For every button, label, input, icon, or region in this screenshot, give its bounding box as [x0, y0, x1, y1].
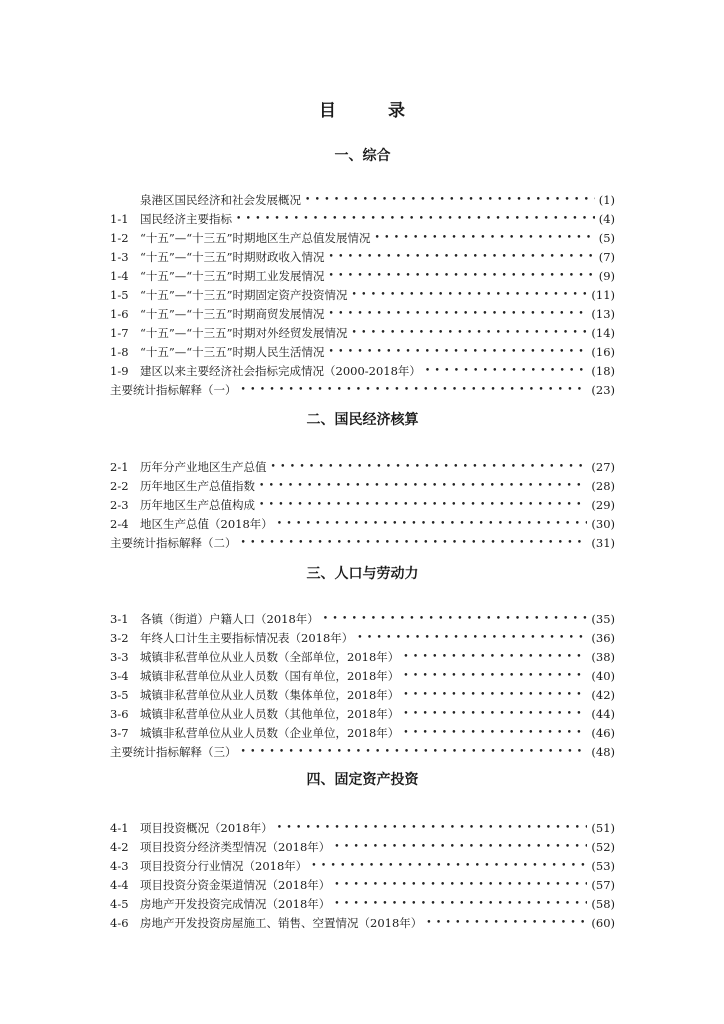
entry-title: 国民经济主要指标	[140, 211, 232, 226]
entry-page: (36)	[591, 630, 615, 645]
entry-number: 1-9	[110, 364, 129, 379]
entry-title: “十五”—“十三五”时期对外经贸发展情况	[140, 326, 348, 341]
entry-number: 4-1	[110, 820, 129, 835]
toc-entry[interactable]	[110, 609, 615, 628]
dot-leader	[403, 690, 587, 700]
toc-entry[interactable]	[110, 647, 615, 666]
dot-leader	[403, 652, 587, 662]
dot-leader	[403, 709, 587, 719]
entry-title: “十五”—“十三五”时期商贸发展情况	[140, 307, 325, 322]
entry-page: (53)	[591, 858, 615, 873]
entry-page: (18)	[591, 364, 615, 379]
title-char: 录	[388, 101, 405, 121]
dot-leader	[259, 481, 587, 491]
dot-leader	[334, 842, 587, 852]
entry-page: (9)	[598, 268, 615, 283]
dot-leader	[375, 233, 595, 243]
toc-entry[interactable]	[110, 724, 615, 743]
toc-entry[interactable]	[110, 495, 615, 514]
entry-page: (1)	[598, 192, 615, 207]
dot-leader	[277, 823, 588, 833]
entry-title: 城镇非私营单位从业人员数（集体单位，2018年）	[140, 687, 400, 702]
toc-entry[interactable]	[110, 190, 615, 209]
toc-entry[interactable]	[110, 875, 615, 894]
entry-title: 主要统计指标解释（三）	[110, 745, 237, 760]
entry-page: (29)	[591, 497, 615, 512]
toc-entry[interactable]	[110, 913, 615, 932]
entry-number: 4-6	[110, 916, 129, 931]
entry-title: 城镇非私营单位从业人员数（企业单位，2018年）	[140, 726, 400, 741]
entry-title: 主要统计指标解释（一）	[110, 383, 237, 398]
entry-number: 4-5	[110, 896, 129, 911]
entry-number: 3-1	[110, 611, 129, 626]
entry-title: “十五”—“十三五”时期固定资产投资情况	[140, 288, 348, 303]
entry-number: 1-8	[110, 345, 129, 360]
entry-title: 城镇非私营单位从业人员数（全部单位，2018年）	[140, 649, 400, 664]
toc-entry[interactable]	[110, 628, 615, 647]
section-population-labor	[110, 564, 615, 762]
entry-title: 历年地区生产总值指数	[140, 478, 255, 493]
entry-title: 项目投资分资金渠道情况（2018年）	[140, 877, 331, 892]
entry-page: (28)	[591, 478, 615, 493]
entry-page: (11)	[591, 288, 615, 303]
entry-title: 各镇（街道）户籍人口（2018年）	[140, 611, 319, 626]
entry-page: (42)	[591, 687, 615, 702]
toc-entry[interactable]	[110, 666, 615, 685]
entry-number: 2-3	[110, 497, 129, 512]
entry-page: (31)	[591, 535, 615, 550]
entry-page: (13)	[591, 307, 615, 322]
entry-number: 1-3	[110, 249, 129, 264]
entry-title: “十五”—“十三五”时期财政收入情况	[140, 249, 325, 264]
entry-title: 泉港区国民经济和社会发展概况	[140, 192, 301, 207]
dot-leader	[403, 671, 587, 681]
entry-number: 1-4	[110, 268, 129, 283]
section-fixed-asset-investment	[110, 770, 615, 933]
toc-entry[interactable]	[110, 685, 615, 704]
entry-page: (7)	[598, 249, 615, 264]
entry-page: (60)	[591, 916, 615, 931]
entry-title: 城镇非私营单位从业人员数（其他单位，2018年）	[140, 707, 400, 722]
entry-page: (40)	[591, 668, 615, 683]
dot-leader	[259, 500, 587, 510]
entry-title: 历年地区生产总值构成	[140, 497, 255, 512]
toc-entry[interactable]	[110, 457, 615, 476]
section-general	[110, 146, 615, 400]
entry-title: “十五”—“十三五”时期地区生产总值发展情况	[140, 230, 371, 245]
toc-entry[interactable]	[110, 305, 615, 324]
toc-entry[interactable]	[110, 362, 615, 381]
entry-page: (44)	[591, 707, 615, 722]
entry-page: (23)	[591, 383, 615, 398]
dot-leader	[403, 728, 587, 738]
dot-leader	[241, 747, 588, 757]
toc-entry[interactable]	[110, 343, 615, 362]
entry-number: 3-2	[110, 630, 129, 645]
toc-entry[interactable]	[110, 856, 615, 875]
entry-number: 1-5	[110, 288, 129, 303]
toc-entry[interactable]	[110, 381, 615, 400]
entry-title: 主要统计指标解释（二）	[110, 535, 237, 550]
entry-title: 建区以来主要经济社会指标完成情况（2000-2018年）	[140, 364, 421, 379]
toc-entry[interactable]	[110, 266, 615, 285]
section-heading: 一、综合	[334, 148, 391, 164]
dot-leader	[329, 309, 588, 319]
toc-entry[interactable]	[110, 533, 615, 552]
entry-title: 项目投资分经济类型情况（2018年）	[140, 839, 331, 854]
dot-leader	[241, 538, 588, 548]
entry-number: 4-4	[110, 877, 129, 892]
entry-title: 年终人口计生主要指标情况表（2018年）	[140, 630, 354, 645]
entry-page: (30)	[591, 516, 615, 531]
toc-entry[interactable]	[110, 743, 615, 762]
toc-entry[interactable]	[110, 228, 615, 247]
entry-title: 地区生产总值（2018年）	[140, 516, 273, 531]
entry-title: 项目投资概况（2018年）	[140, 820, 273, 835]
section-heading: 三、人口与劳动力	[306, 566, 419, 582]
entry-page: (52)	[591, 839, 615, 854]
entry-number: 3-3	[110, 649, 129, 664]
entry-page: (57)	[591, 877, 615, 892]
entry-number: 3-7	[110, 726, 129, 741]
dot-leader	[357, 633, 587, 643]
toc-entry[interactable]	[110, 324, 615, 343]
toc-entry[interactable]	[110, 837, 615, 856]
entry-number: 4-3	[110, 858, 129, 873]
entry-number: 2-2	[110, 478, 129, 493]
entry-page: (48)	[591, 745, 615, 760]
section-national-accounts	[110, 410, 615, 552]
entry-page: (27)	[591, 459, 615, 474]
entry-page: (38)	[591, 649, 615, 664]
entry-number: 1-1	[110, 211, 129, 226]
toc-entry[interactable]	[110, 247, 615, 266]
entry-number: 1-6	[110, 307, 129, 322]
toc-entry[interactable]	[110, 209, 615, 228]
toc-entry[interactable]	[110, 285, 615, 304]
title-char: 目	[319, 101, 336, 121]
dot-leader	[334, 899, 587, 909]
dot-leader	[241, 385, 588, 395]
toc-entry[interactable]	[110, 894, 615, 913]
toc-entry[interactable]	[110, 514, 615, 533]
entry-title: “十五”—“十三五”时期工业发展情况	[140, 268, 325, 283]
dot-leader	[425, 366, 587, 376]
dot-leader	[271, 462, 588, 472]
dot-leader	[305, 195, 595, 205]
entry-number: 3-6	[110, 707, 129, 722]
entry-title: 房地产开发投资完成情况（2018年）	[140, 896, 331, 911]
entry-page: (51)	[591, 820, 615, 835]
page-title	[0, 96, 724, 121]
dot-leader	[311, 861, 587, 871]
dot-leader	[352, 290, 588, 300]
entry-page: (14)	[591, 326, 615, 341]
dot-leader	[334, 880, 587, 890]
entry-title: “十五”—“十三五”时期人民生活情况	[140, 345, 325, 360]
entry-number: 4-2	[110, 839, 129, 854]
dot-leader	[236, 214, 595, 224]
dot-leader	[323, 614, 588, 624]
dot-leader	[277, 519, 588, 529]
entry-page: (16)	[591, 345, 615, 360]
dot-leader	[329, 347, 588, 357]
entry-page: (46)	[591, 726, 615, 741]
entry-page: (35)	[591, 611, 615, 626]
entry-page: (4)	[598, 211, 615, 226]
entry-title: 城镇非私营单位从业人员数（国有单位，2018年）	[140, 668, 400, 683]
entry-page: (58)	[591, 896, 615, 911]
entry-number: 2-1	[110, 459, 129, 474]
entry-number: 3-5	[110, 687, 129, 702]
entry-page: (5)	[598, 230, 615, 245]
dot-leader	[426, 918, 587, 928]
dot-leader	[352, 328, 588, 338]
section-heading: 四、固定资产投资	[306, 772, 419, 788]
entry-number: 1-2	[110, 230, 129, 245]
entry-number: 2-4	[110, 516, 129, 531]
entry-title: 房地产开发投资房屋施工、销售、空置情况（2018年）	[140, 916, 423, 931]
entry-title: 项目投资分行业情况（2018年）	[140, 858, 308, 873]
section-heading: 二、国民经济核算	[306, 412, 419, 428]
entry-number: 1-7	[110, 326, 129, 341]
entry-title: 历年分产业地区生产总值	[140, 459, 267, 474]
entry-number: 3-4	[110, 668, 129, 683]
toc-entry[interactable]	[110, 818, 615, 837]
dot-leader	[329, 252, 595, 262]
dot-leader	[329, 271, 595, 281]
toc-entry[interactable]	[110, 476, 615, 495]
toc-entry[interactable]	[110, 704, 615, 723]
